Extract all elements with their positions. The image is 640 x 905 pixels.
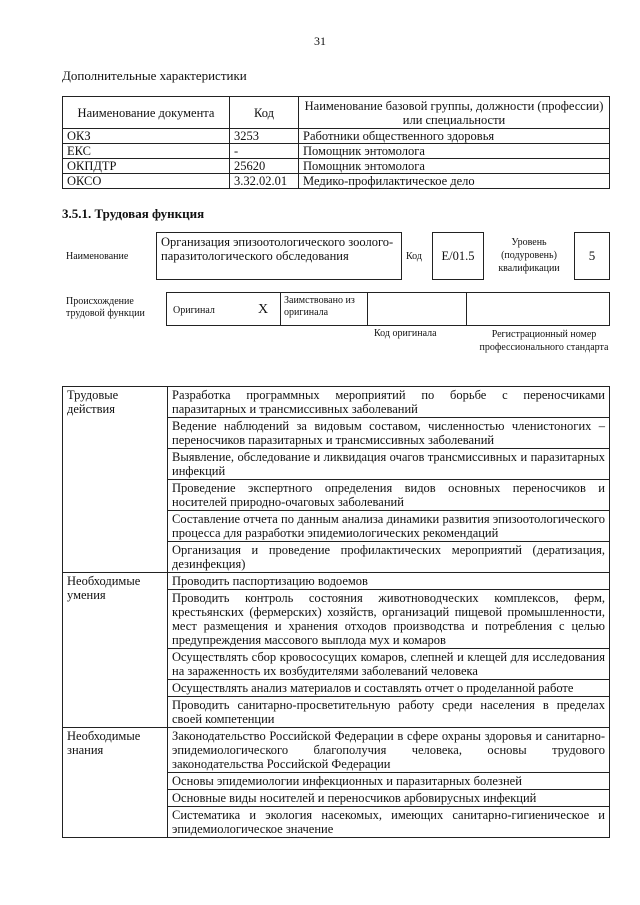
skill-item: Проводить паспортизацию водоемов bbox=[168, 573, 610, 590]
required-skills-label: Необходимые умения bbox=[63, 573, 168, 728]
header-document-name: Наименование документа bbox=[63, 97, 230, 129]
labor-action-item: Ведение наблюдений за видовым составом, численностью членистоногих – переносчиков паразитарных и трансмиссивных заболеваний bbox=[168, 418, 610, 449]
code-original-cell bbox=[367, 292, 467, 326]
labor-action-item: Проведение экспертного определения видов основных переносчиков и носителей природно-очаговых заболеваний bbox=[168, 480, 610, 511]
doc-name-cell: ОКСО bbox=[63, 174, 230, 189]
code-cell: 3253 bbox=[230, 129, 299, 144]
table-row bbox=[63, 573, 610, 590]
additional-characteristics-heading: Дополнительные характеристики bbox=[62, 68, 247, 83]
group-name-cell: Медико-профилактическое дело bbox=[299, 174, 610, 189]
original-mark: X bbox=[258, 302, 269, 317]
name-label: Наименование bbox=[66, 251, 129, 262]
function-name-value: Организация эпизоотологического зоолого-паразитологического обследования bbox=[156, 232, 402, 280]
skill-item: Проводить контроль состояния животноводческих комплексов, ферм, крестьянских (фермерских) хозяйств, организаций пищевой промышленности, мест размещения и хранения отходов производства и потребления с целью предупреждения массового выплода мух и комаров bbox=[168, 590, 610, 649]
labor-action-item: Организация и проведение профилактических мероприятий (дератизация, дезинфекция) bbox=[168, 542, 610, 573]
knowledge-item: Законодательство Российской Федерации в сфере охраны здоровья и санитарно-эпидемиологического благополучия человека, основы трудового законодательства Российской Федерации bbox=[168, 728, 610, 773]
code-original-caption: Код оригинала bbox=[374, 328, 437, 339]
page-number: 31 bbox=[314, 34, 326, 48]
original-label: Оригинал bbox=[173, 305, 215, 316]
labor-action-item: Составление отчета по данным анализа динамики развития эпизоотологического процесса для разработки эпидемиологических рекомендаций bbox=[168, 511, 610, 542]
table-row bbox=[63, 174, 610, 189]
origin-label: Происхождение трудовой функции bbox=[66, 296, 145, 319]
labor-action-item: Выявление, обследование и ликвидация очагов трансмиссивных и паразитарных инфекций bbox=[168, 449, 610, 480]
qualification-level-value: 5 bbox=[574, 232, 610, 280]
labor-function-title: 3.5.1. Трудовая функция bbox=[62, 206, 205, 221]
skill-item: Проводить санитарно-просветительную работу среди населения в пределах своей компетенции bbox=[168, 697, 610, 728]
skill-item: Осуществлять анализ материалов и составлять отчет о проделанной работе bbox=[168, 680, 610, 697]
required-knowledge-label: Необходимые знания bbox=[63, 728, 168, 838]
header-code: Код bbox=[230, 97, 299, 129]
group-name-cell: Помощник энтомолога bbox=[299, 144, 610, 159]
qualification-level-label: Уровень (подуровень) квалификации bbox=[498, 237, 560, 274]
code-cell: 3.32.02.01 bbox=[230, 174, 299, 189]
borrowed-label: Заимствовано из оригинала bbox=[280, 292, 368, 326]
table-row bbox=[63, 144, 610, 159]
group-name-cell: Помощник энтомолога bbox=[299, 159, 610, 174]
knowledge-item: Систематика и экология насекомых, имеющих санитарно-гигиеническое и эпидемиологическое значение bbox=[168, 807, 610, 838]
doc-name-cell: ОКПДТР bbox=[63, 159, 230, 174]
doc-name-cell: ОКЗ bbox=[63, 129, 230, 144]
skill-item: Осуществлять сбор кровососущих комаров, слепней и клещей для исследования на зараженность их возбудителями заболеваний человека bbox=[168, 649, 610, 680]
knowledge-item: Основные виды носителей и переносчиков арбовирусных инфекций bbox=[168, 790, 610, 807]
labor-action-item: Разработка программных мероприятий по борьбе с переносчиками паразитарных и трансмиссивных заболеваний bbox=[168, 387, 610, 418]
table-row bbox=[63, 728, 610, 773]
table-row bbox=[63, 129, 610, 144]
registration-number-caption: Регистрационный номер профессионального стандарта bbox=[479, 329, 609, 353]
code-cell: 25620 bbox=[230, 159, 299, 174]
code-label: Код bbox=[406, 251, 422, 262]
classification-header-row bbox=[63, 97, 610, 129]
header-group-name: Наименование базовой группы, должности (профессии) или специальности bbox=[299, 97, 610, 129]
labor-details-table bbox=[62, 386, 610, 838]
function-code-value: E/01.5 bbox=[432, 232, 484, 280]
labor-actions-label: Трудовые действия bbox=[63, 387, 168, 573]
table-row bbox=[63, 159, 610, 174]
doc-name-cell: ЕКС bbox=[63, 144, 230, 159]
code-cell: - bbox=[230, 144, 299, 159]
group-name-cell: Работники общественного здоровья bbox=[299, 129, 610, 144]
table-row bbox=[63, 387, 610, 418]
classification-table bbox=[62, 96, 610, 189]
knowledge-item: Основы эпидемиологии инфекционных и паразитарных болезней bbox=[168, 773, 610, 790]
